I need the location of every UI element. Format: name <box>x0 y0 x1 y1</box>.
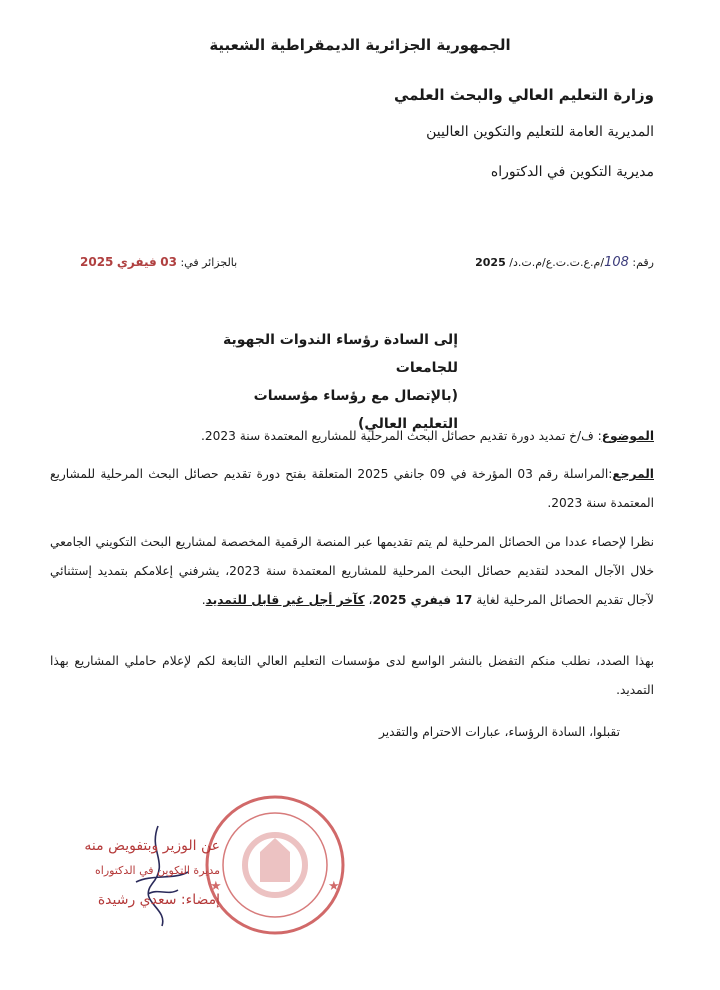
republic-heading: الجمهورية الجزائرية الديمقراطية الشعبية <box>209 36 511 54</box>
date-day: 03 <box>160 255 177 269</box>
date-year: 2025 <box>80 255 114 269</box>
ref-letter-text: :المراسلة رقم 03 المؤرخة في 09 جانفي 2025 المتعلقة بفتح دورة تقديم حصائل البحث المرحلية للمشاريع المعتمدة سنة 2023. <box>50 467 654 510</box>
subject-label: الموضوع <box>601 429 654 443</box>
reference-number <box>334 255 654 270</box>
reference-code: /م.ع.ت.ت.ع/م.ت.د/ <box>509 256 605 269</box>
ref-letter-label: المرجع <box>612 467 654 481</box>
directorate-name: المديرية العامة للتعليم والتكوين العاليين <box>426 124 654 140</box>
paragraph2-text: بهذا الصدد، نطلب منكم التفضل بالنشر الواسع لدى مؤسسات التعليم العالي التابعة لكم لإعلام حاملي المشاريع بهذا التمديد. <box>50 654 654 697</box>
subject-text: : ف/خ تمديد دورة تقديم حصائل البحث المرحلية للمشاريع المعتمدة سنة 2023. <box>200 429 602 443</box>
addressee-line1: إلى السادة رؤساء الندوات الجهوية للجامعات <box>222 332 458 376</box>
reference-line <box>50 460 654 518</box>
paragraph1-emphasis: كآخر أجل غير قابل للتمديد <box>205 593 365 607</box>
reference-year: 2025 <box>475 256 506 269</box>
date-line <box>80 255 280 269</box>
signature-line2: مديرة التكوين في الدكتوراه <box>95 864 220 877</box>
reference-handwritten-number: 108 <box>604 255 629 270</box>
date-month: فيفري <box>116 255 157 269</box>
paragraph-request <box>50 647 654 705</box>
official-stamp <box>200 790 350 940</box>
reference-label: رقم: <box>632 256 654 269</box>
addressee-line2: (بالإتصال مع رؤساء مؤسسات التعليم العالي) <box>253 388 458 432</box>
signature-line3: إمضاء: سعدي رشيدة <box>97 892 220 908</box>
paragraph-extension <box>50 528 654 615</box>
letterhead <box>334 86 654 180</box>
sub-directorate-name: مديرية التكوين في الدكتوراه <box>490 164 654 180</box>
signature-line1: عن الوزير وبتفويض منه <box>84 838 220 854</box>
paragraph1-end: . <box>201 593 206 607</box>
subject-line <box>50 422 654 451</box>
closing-line <box>40 718 620 747</box>
stamp-emblem-shape <box>260 838 290 882</box>
stamp-star-icon: ★ <box>210 879 222 894</box>
date-place-label: بالجزائر في: <box>180 256 238 269</box>
paragraph1-sep: ، <box>364 593 373 607</box>
signature-block <box>40 838 220 918</box>
ministry-name: وزارة التعليم العالي والبحث العلمي <box>393 86 654 104</box>
paragraph1-deadline: 17 فيفري 2025 <box>372 593 473 607</box>
closing-text: تقبلوا، السادة الرؤساء، عبارات الاحترام والتقدير <box>378 725 620 739</box>
paragraph1-text: نظرا لإحصاء عددا من الحصائل المرحلية لم يتم تقديمها عبر المنصة الرقمية المخصصة لمشاريع البحث التكويني الجامعي خلال الآجال المحدد لتقديم حصائل البحث المرحلية للمشاريع المعتمدة سنة 2023، يشرفني إعلامكم بتمديد إستثنائي لآجال تقديم الحصائل المرحلية لغاية <box>50 535 654 607</box>
stamp-star-icon: ★ <box>328 879 340 894</box>
